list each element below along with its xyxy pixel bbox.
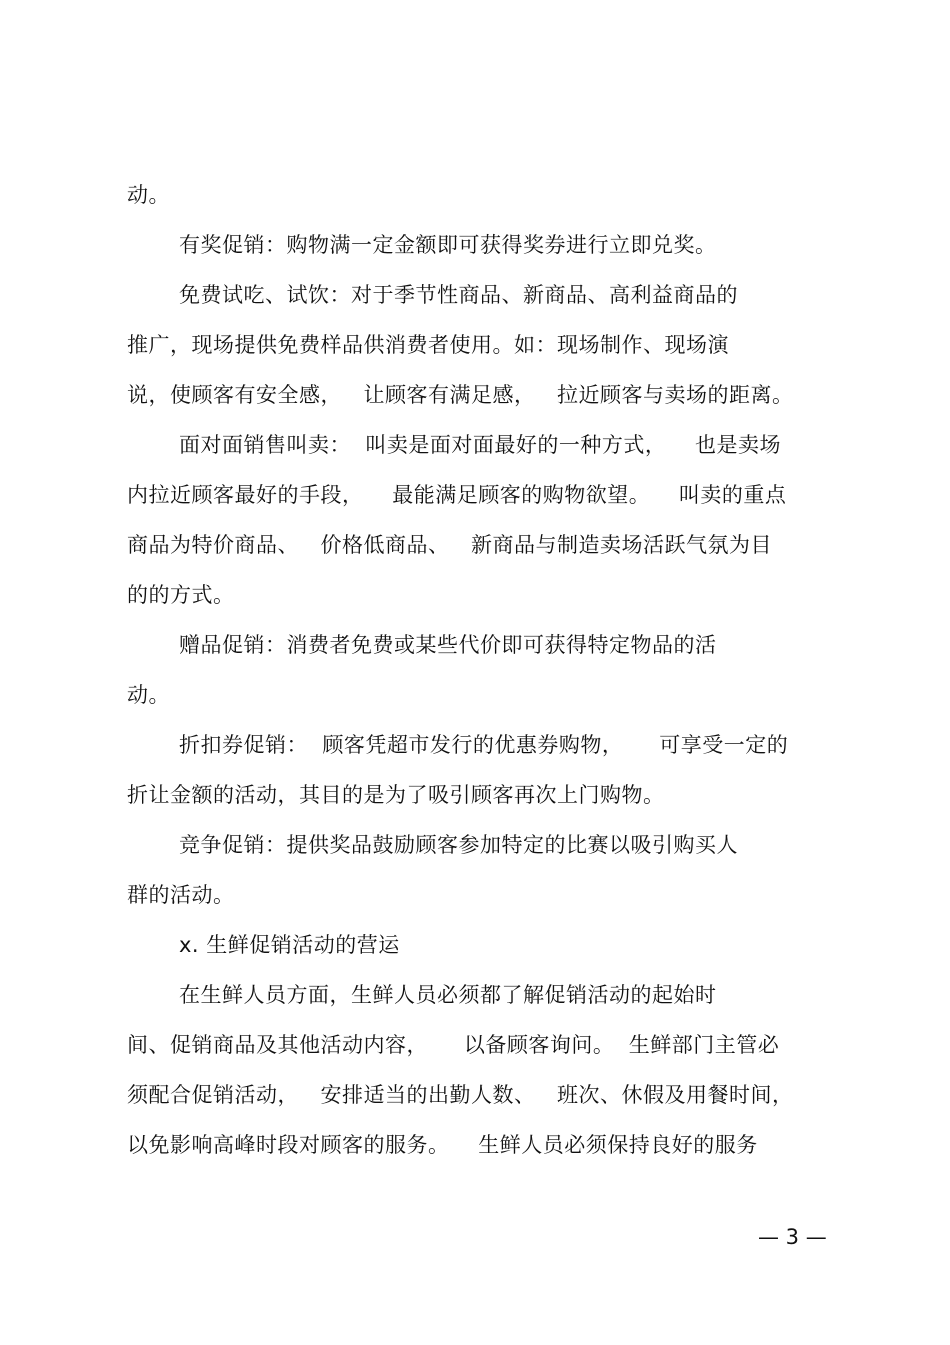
text-line: 间、促销商品及其他活动内容， 以备顾客询问。 生鲜部门主管必 [127, 1033, 780, 1057]
text-line: 折让金额的活动，其目的是为了吸引顾客再次上门购物。 [127, 783, 665, 807]
text-line: 须配合促销活动， 安排适当的出勤人数、 班次、休假及用餐时间， [127, 1083, 794, 1107]
text-line: 折扣券促销： 顾客凭超市发行的优惠券购物， 可享受一定的 [179, 733, 789, 757]
text-line: 动。 [127, 183, 170, 207]
text-line: 在生鲜人员方面，生鲜人员必须都了解促销活动的起始时 [179, 983, 717, 1007]
text-line: 免费试吃、试饮：对于季节性商品、新商品、高利益商品的 [179, 283, 738, 307]
page-number: — 3 — [758, 1225, 827, 1249]
text-line: 动。 [127, 683, 170, 707]
text-line: 推广，现场提供免费样品供消费者使用。如：现场制作、现场演 [127, 333, 729, 357]
text-line: 面对面销售叫卖： 叫卖是面对面最好的一种方式， 也是卖场 [179, 433, 782, 457]
section-heading: x. 生鲜促销活动的营运 [179, 933, 400, 957]
text-line: 商品为特价商品、 价格低商品、 新商品与制造卖场活跃气氛为目 [127, 533, 773, 557]
text-line: 竞争促销：提供奖品鼓励顾客参加特定的比赛以吸引购买人 [179, 833, 738, 857]
text-line: 群的活动。 [127, 883, 235, 907]
text-line: 的的方式。 [127, 583, 235, 607]
text-line: 赠品促销：消费者免费或某些代价即可获得特定物品的活 [179, 633, 717, 657]
text-line: 内拉近顾客最好的手段， 最能满足顾客的购物欲望。 叫卖的重点 [127, 483, 787, 507]
text-line: 以免影响高峰时段对顾客的服务。 生鲜人员必须保持良好的服务 [127, 1133, 758, 1157]
text-line: 有奖促销：购物满一定金额即可获得奖券进行立即兑奖。 [179, 233, 717, 257]
text-line: 说，使顾客有安全感， 让顾客有满足感， 拉近顾客与卖场的距离。 [127, 383, 794, 407]
